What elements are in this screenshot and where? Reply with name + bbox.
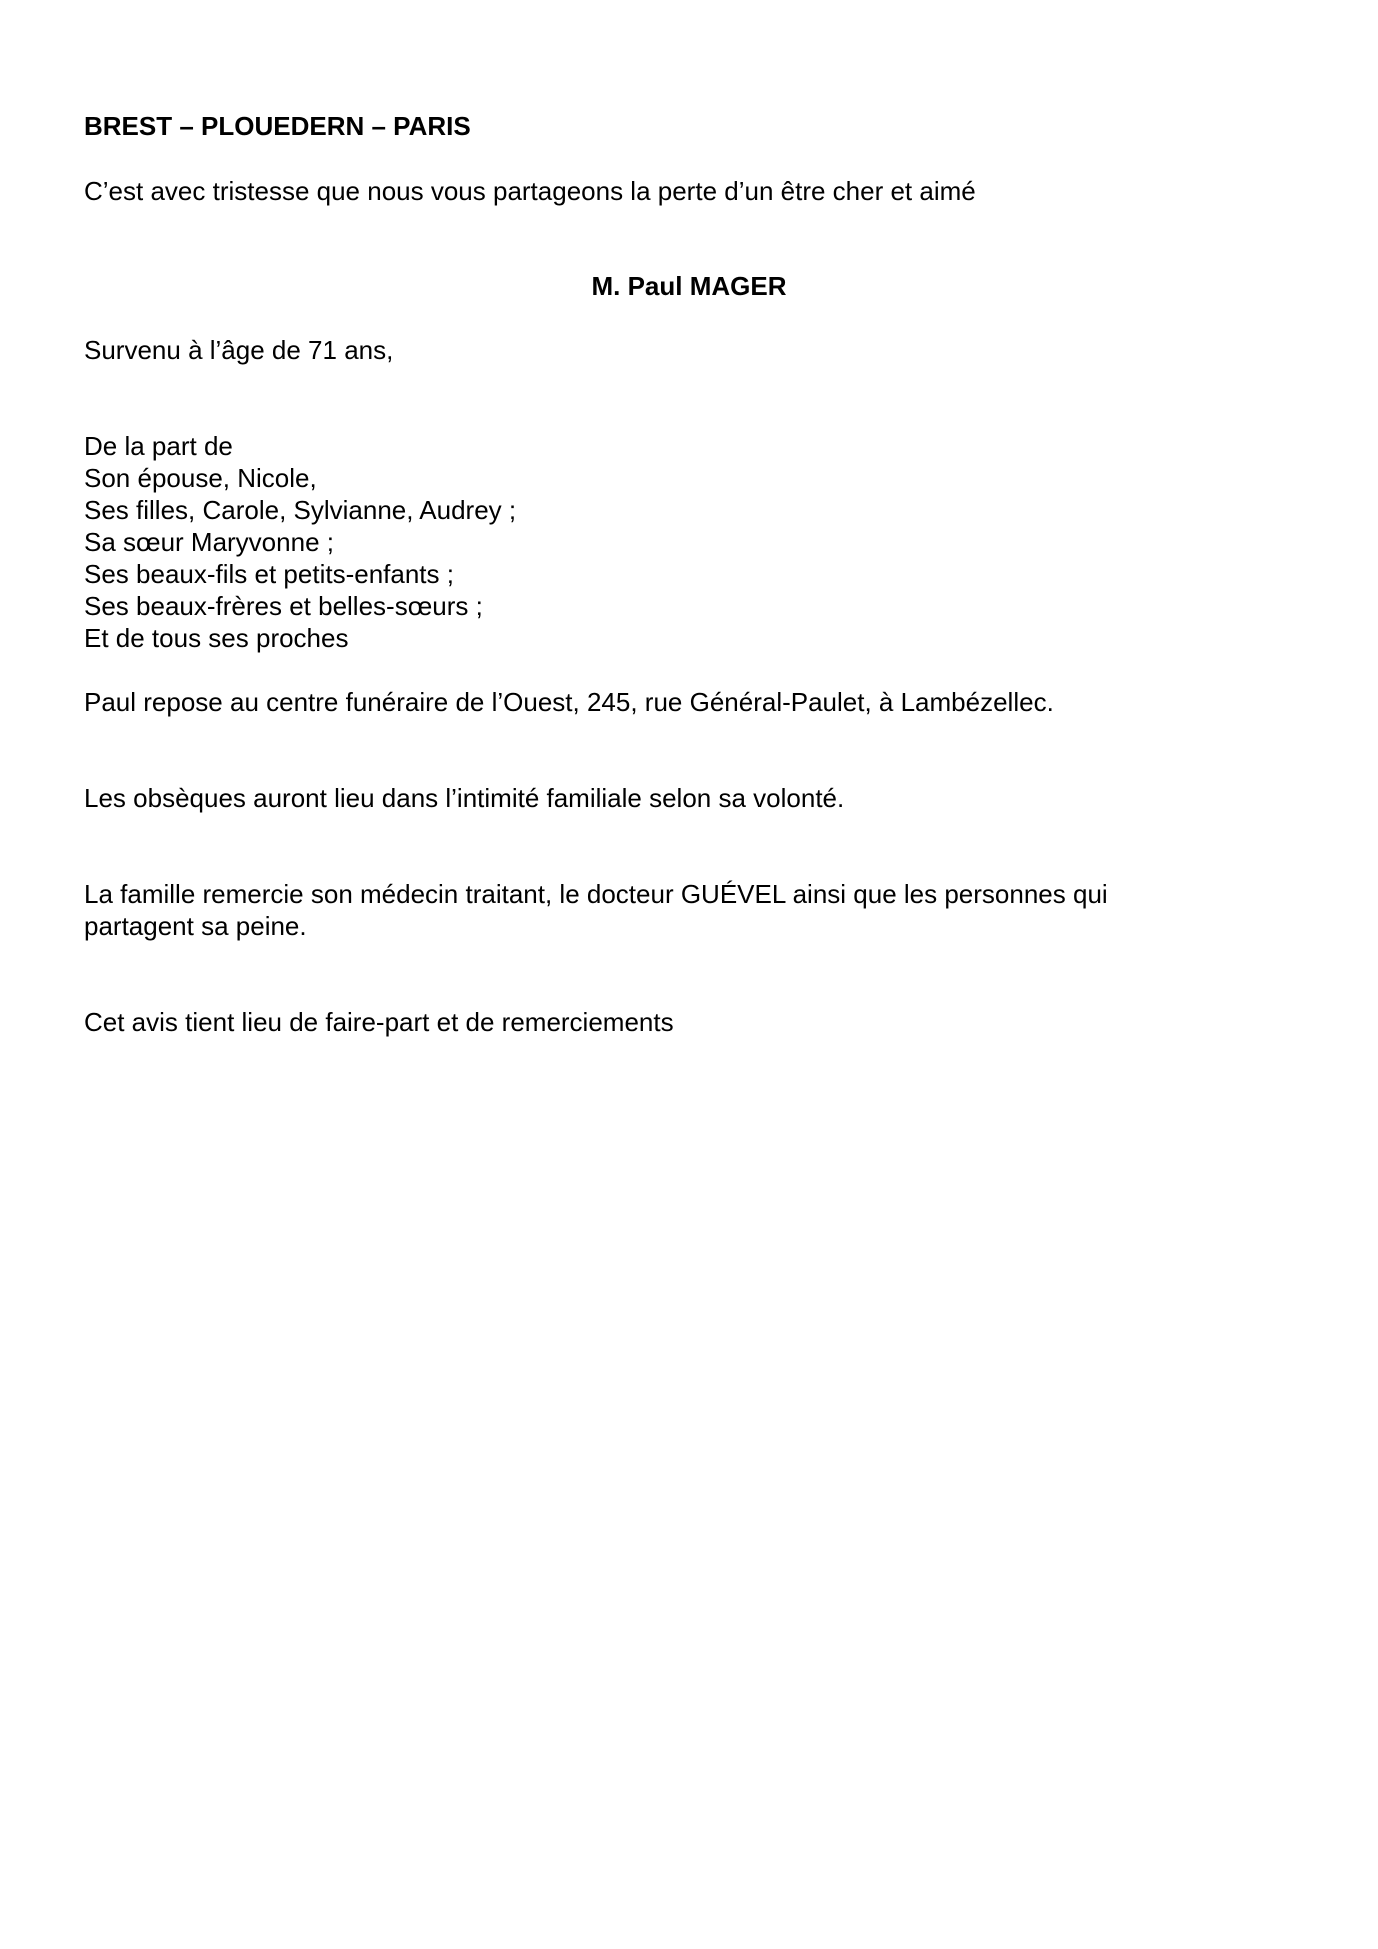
intro-text: C’est avec tristesse que nous vous partageons la perte d’un être cher et aimé [84, 176, 976, 206]
family-intro: De la part de [84, 431, 233, 461]
deceased-name: M. Paul MAGER [591, 271, 787, 301]
family-line: Son épouse, Nicole, [84, 463, 317, 493]
family-line: Ses beaux-fils et petits-enfants ; [84, 559, 454, 589]
header-locations: BREST – PLOUEDERN – PARIS [84, 111, 471, 141]
closing-text: Cet avis tient lieu de faire-part et de remerciements [84, 1007, 674, 1037]
thanks-line-2: partagent sa peine. [84, 911, 307, 941]
family-line: Sa sœur Maryvonne ; [84, 527, 334, 557]
family-line: Ses beaux-frères et belles-sœurs ; [84, 591, 483, 621]
thanks-line-1: La famille remercie son médecin traitant, le docteur GUÉVEL ainsi que les personnes qui [84, 879, 1108, 909]
funeral-notice: Les obsèques auront lieu dans l’intimité familiale selon sa volonté. [84, 783, 845, 813]
family-line: Et de tous ses proches [84, 623, 349, 653]
rest-location: Paul repose au centre funéraire de l’Ouest, 245, rue Général-Paulet, à Lambézellec. [84, 687, 1054, 717]
age-line: Survenu à l’âge de 71 ans, [84, 335, 394, 365]
family-line: Ses filles, Carole, Sylvianne, Audrey ; [84, 495, 517, 525]
